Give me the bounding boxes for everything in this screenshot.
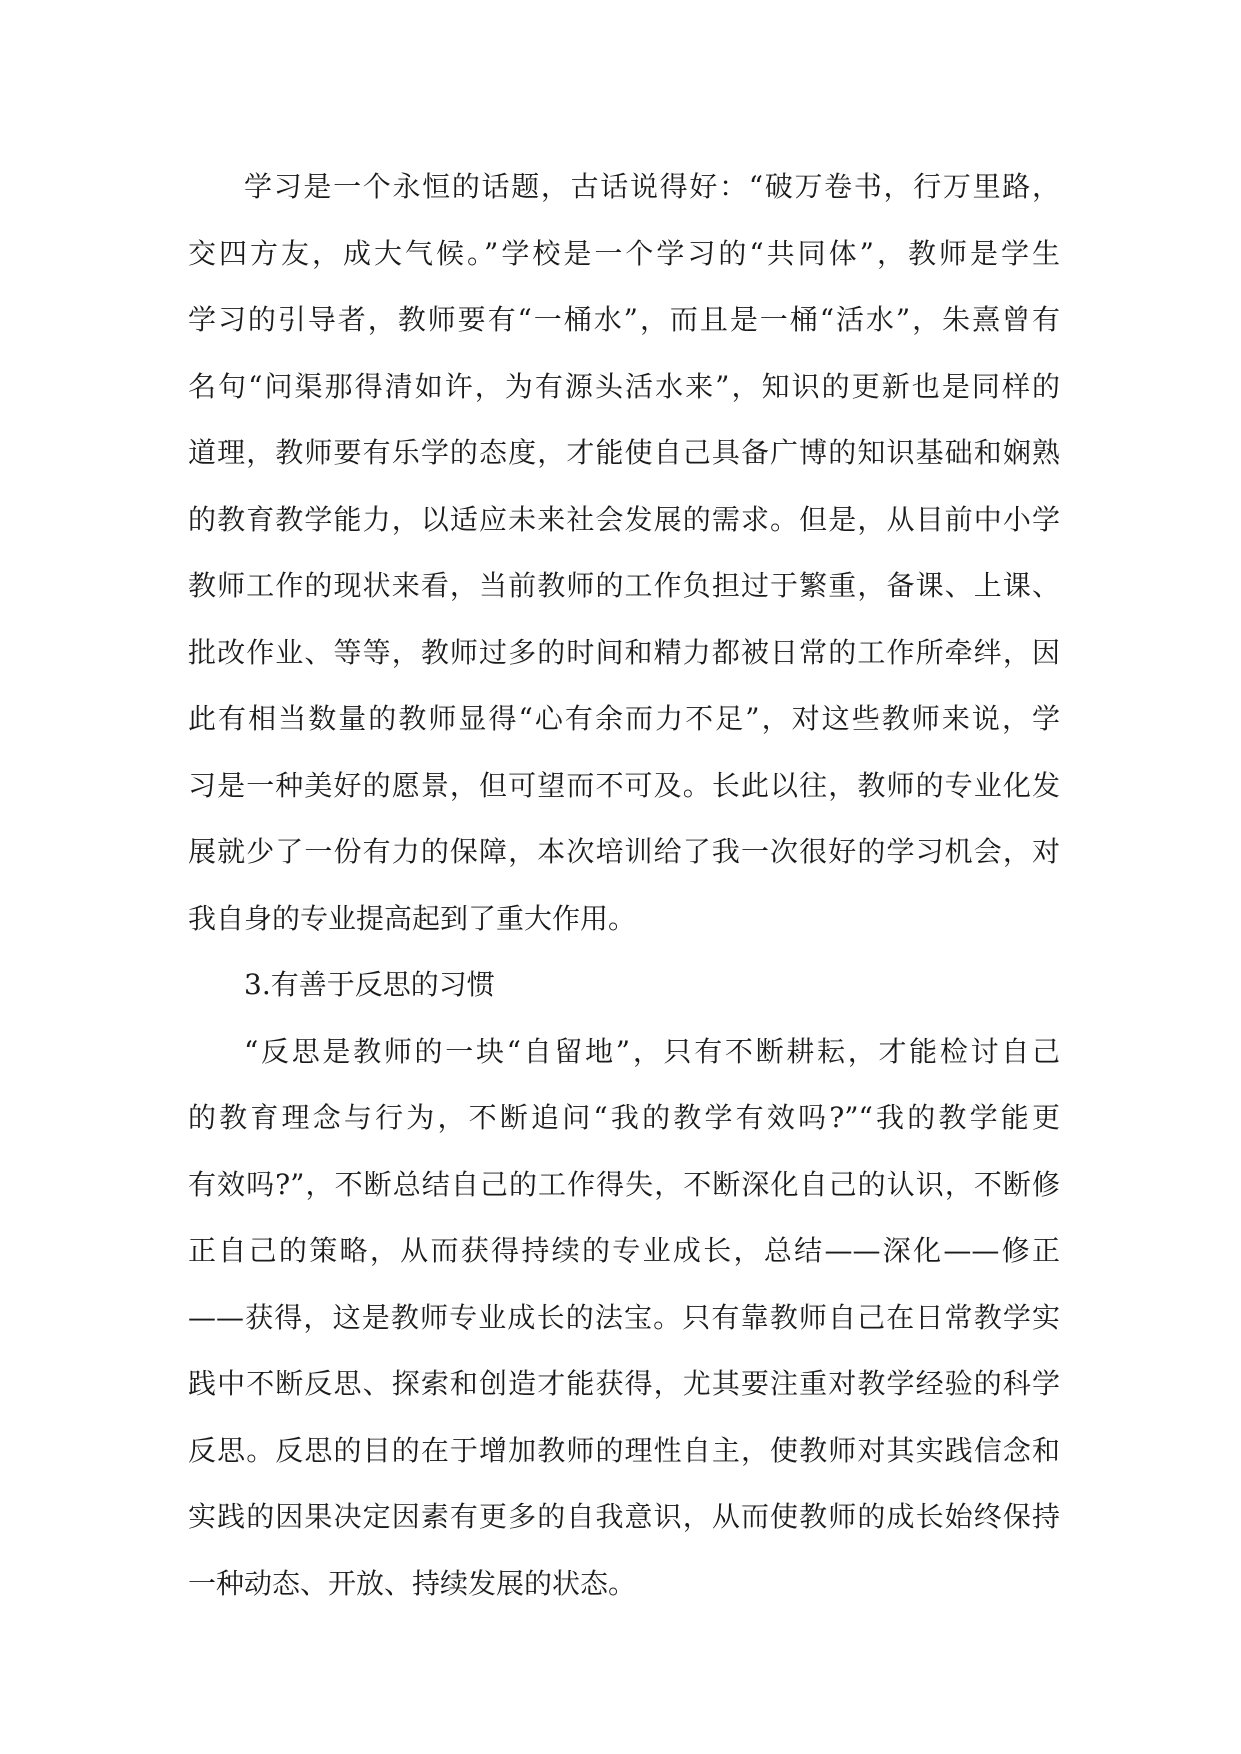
text-line: 践中不断反思、探索和创造才能获得，尤其要注重对教学经验的科学 (188, 1367, 1060, 1400)
document-body (188, 154, 1060, 1617)
text-line: 一种动态、开放、持续发展的状态。 (188, 1566, 637, 1600)
text-line: 道理，教师要有乐学的态度，才能使自己具备广博的知识基础和娴熟 (188, 436, 1060, 469)
text-line: 我自身的专业提高起到了重大作用。 (188, 901, 637, 935)
text-line: 习是一种美好的愿景，但可望而不可及。长此以往，教师的专业化发 (188, 768, 1060, 802)
section-heading: 3.有善于反思的习惯 (244, 968, 495, 1001)
paragraph-reflection (188, 1019, 1060, 1618)
text-line: 名句“问渠那得清如许，为有源头活水来”，知识的更新也是同样的 (188, 369, 1060, 403)
text-line: 的教育教学能力，以适应未来社会发展的需求。但是，从目前中小学 (188, 502, 1060, 536)
text-line: 展就少了一份有力的保障，本次培训给了我一次很好的学习机会，对 (188, 835, 1060, 868)
text-line: 学习的引导者，教师要有“一桶水”，而且是一桶“活水”，朱熹曾有 (188, 303, 1060, 336)
text-line: ——获得，这是教师专业成长的法宝。只有靠教师自己在日常教学实 (188, 1300, 1060, 1334)
text-line: 正自己的策略，从而获得持续的专业成长，总结——深化——修正 (188, 1234, 1060, 1267)
paragraph-learning (188, 154, 1060, 952)
text-line: 教师工作的现状来看，当前教师的工作负担过于繁重，备课、上课、 (188, 569, 1060, 602)
text-line: 批改作业、等等，教师过多的时间和精力都被日常的工作所牵绊，因 (188, 635, 1060, 669)
text-line: “反思是教师的一块“自留地”，只有不断耕耘，才能检讨自己 (244, 1034, 1060, 1068)
text-line: 此有相当数量的教师显得“心有余而力不足”，对这些教师来说，学 (188, 702, 1060, 735)
text-line: 的教育理念与行为，不断追问“我的教学有效吗?”“我的教学能更 (188, 1101, 1060, 1134)
text-line: 反思。反思的目的在于增加教师的理性自主，使教师对其实践信念和 (188, 1433, 1060, 1467)
text-line: 学习是一个永恒的话题，古话说得好：“破万卷书，行万里路， (244, 170, 1060, 203)
text-line: 有效吗?”，不断总结自己的工作得失，不断深化自己的认识，不断修 (188, 1167, 1060, 1201)
text-line: 实践的因果决定因素有更多的自我意识，从而使教师的成长始终保持 (188, 1500, 1060, 1533)
text-line: 交四方友，成大气候。”学校是一个学习的“共同体”，教师是学生 (188, 236, 1060, 270)
